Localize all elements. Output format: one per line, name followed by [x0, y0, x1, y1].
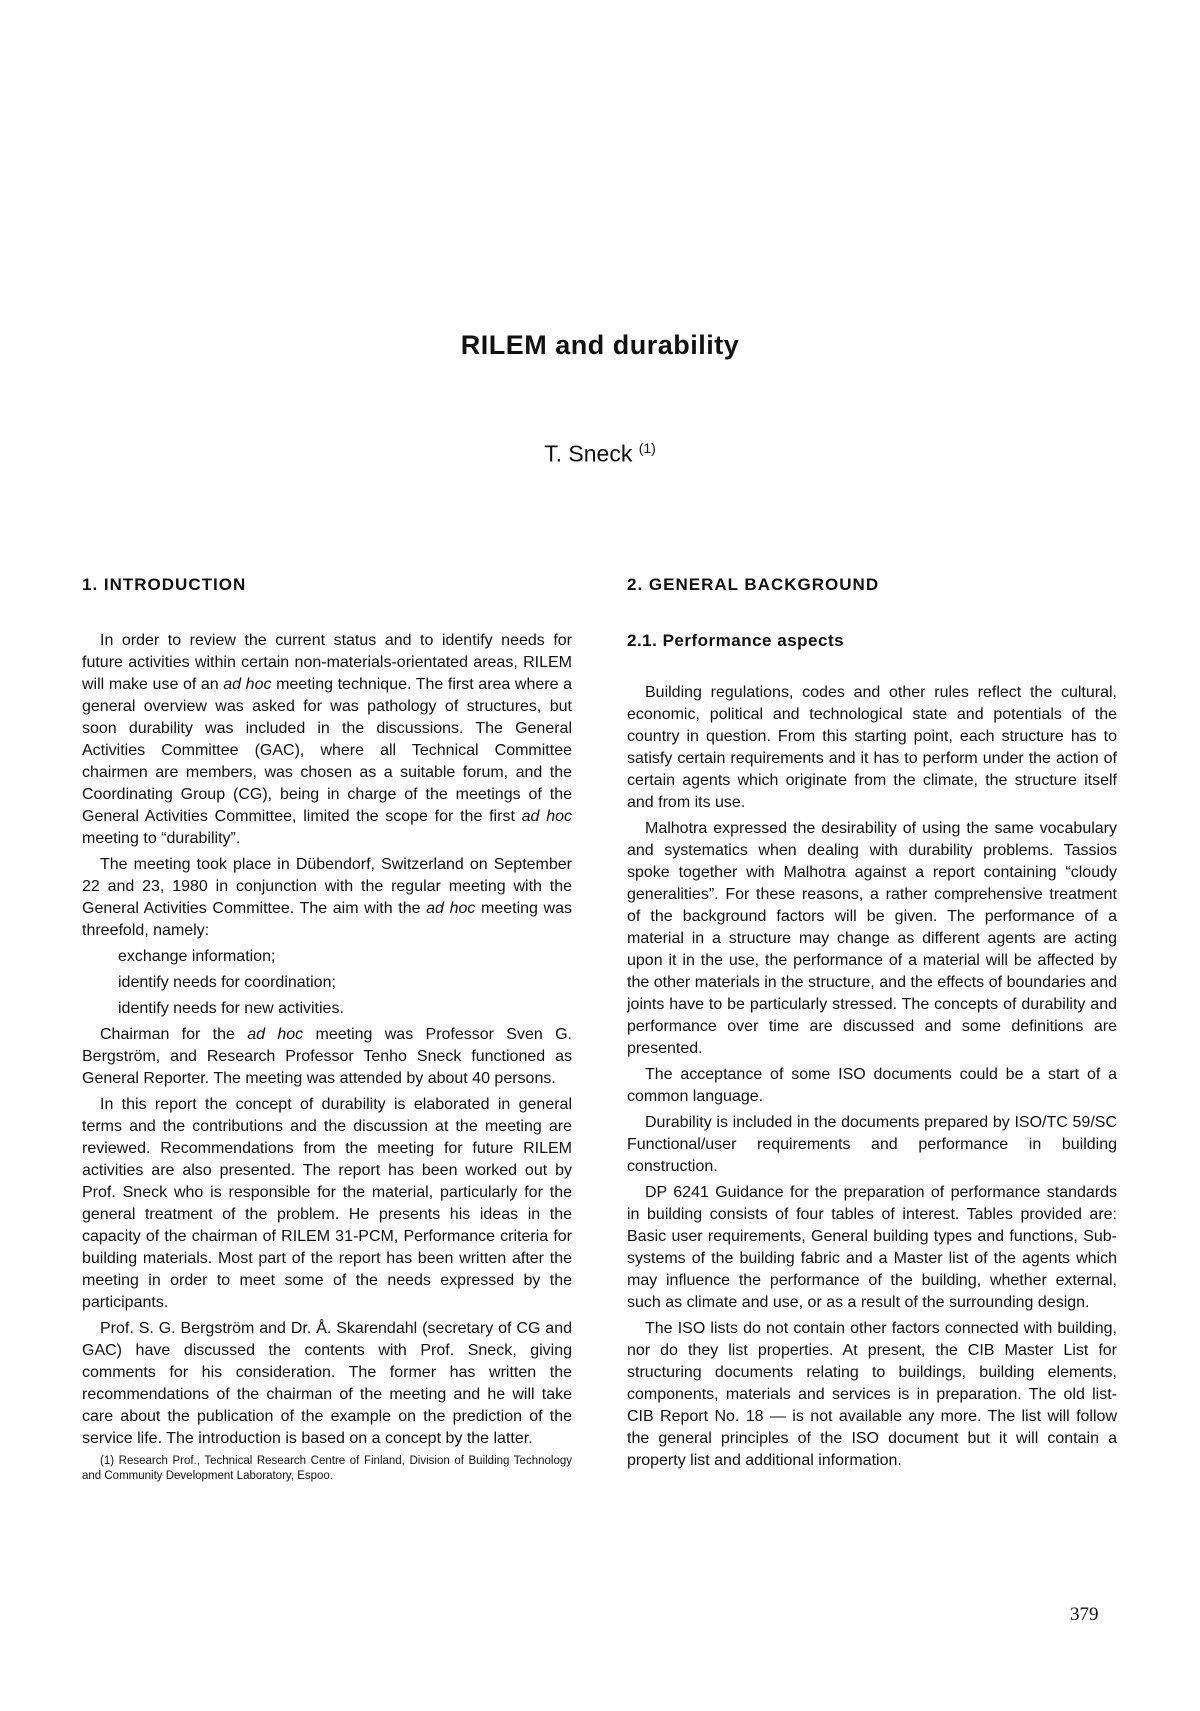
intro-paragraph-2: The meeting took place in Dübendorf, Switzerland on September 22 and 23, 1980 in conjunction with the regular meeting with the General Activities Committee. The aim with the ad hoc meeting was threefold, namely: [82, 856, 573, 939]
intro-paragraph-4: In this report the concept of durability is elaborated in general terms and the contributions and the discussion at the meeting are reviewed. Recommendations from the meeting for future RILEM activities are also presented. The report has been worked out by Prof. Sneck who is responsible for the material, particularly for the general treatment of the problem. He presents his ideas in the capacity of the chairman of RILEM 31-PCM, Performance criteria for building materials. Most part of the report has been written after the meeting in order to meet some of the needs expressed by the participants. [82, 1096, 572, 1311]
aim-list-item-1: exchange information; [118, 948, 276, 965]
aim-list-item-3: identify needs for new activities. [118, 1000, 344, 1017]
section-2-1-heading: 2.1. Performance aspects [627, 631, 845, 650]
background-paragraph-6: The ISO lists do not contain other factors connected with building, nor do they list properties. At present, the CIB Master List for structuring documents relating to buildings, building elements, components, materials and services is in preparation. The old list-CIB Report No. 18 — is not available any more. The list will follow the general principles of the ISO document but it will contain a property list and additional information. [627, 1320, 1117, 1469]
background-paragraph-4: Durability is included in the documents prepared by ISO/TC 59/SC Functional/user requirements and performance in building construction. [627, 1114, 1117, 1175]
page-number: 379 [1070, 1604, 1099, 1625]
left-column [82, 574, 572, 1488]
author-footnote-mark: (1) [638, 440, 656, 456]
intro-paragraph-1: In order to review the current status and to identify needs for future activities within certain non-materials-orientated areas, RILEM will make use of an ad hoc meeting technique. The first area where a general overview was asked for was pathology of structures, but soon durability was included in the discussions. The General Activities Committee (GAC), where all Technical Committee chairmen are members, was chosen as a suitable forum, and the Coordinating Group (CG), being in charge of the meetings of the General Activities Committee, limited the scope for the first ad hoc meeting to “durability”. [82, 632, 572, 847]
section-2-heading: 2. GENERAL BACKGROUND [627, 575, 880, 594]
author-name: T. Sneck [544, 440, 633, 467]
aim-list-item-2: identify needs for coordination; [118, 974, 336, 991]
background-paragraph-3: The acceptance of some ISO documents could be a start of a common language. [627, 1066, 1117, 1105]
background-paragraph-5: DP 6241 Guidance for the preparation of performance standards in building consists of four tables of interest. Tables provided are: Basic user requirements, General building types and functions, Sub-systems of the building fabric and a Master list of the agents which may influence the performance of the building, whether external, such as climate and use, or as a result of the surrounding design. [627, 1184, 1117, 1311]
background-paragraph-2: Malhotra expressed the desirability of using the same vocabulary and systematics when dealing with durability problems. Tassios spoke together with Malhotra against a report containing “cloudy generalities”. For these reasons, a rather comprehensive treatment of the background factors will be given. The performance of a material in a structure may change as different agents are acting upon it in the use, the performance of a material will be affected by the other materials in the structure, and the effects of boundaries and joints have to be particularly stressed. The concepts of durability and performance over time are discussed and some definitions are presented. [627, 820, 1117, 1057]
author-footnote: (1) Research Prof., Technical Research Centre of Finland, Division of Building Technology and Community Development Laboratory, Espoo. [82, 1455, 572, 1482]
right-column [627, 574, 1117, 1476]
intro-paragraph-5: Prof. S. G. Bergström and Dr. Å. Skarendahl (secretary of CG and GAC) have discussed the contents with Prof. Sneck, giving comments for his consideration. The former has written the recommendations of the chairman of the meeting and he will take care about the publication of the example on the prediction of the service life. The introduction is based on a concept by the latter. [82, 1320, 572, 1447]
intro-paragraph-3: Chairman for the ad hoc meeting was Professor Sven G. Bergström, and Research Professor Tenho Sneck functioned as General Reporter. The meeting was attended by about 40 persons. [82, 1026, 572, 1087]
paper-title: RILEM and durability [460, 330, 740, 360]
author-line [0, 440, 1200, 468]
section-1-heading: 1. INTRODUCTION [82, 575, 247, 594]
background-paragraph-1: Building regulations, codes and other rules reflect the cultural, economic, political and technological state and potentials of the country in question. From this starting point, each structure has to satisfy certain requirements and it has to perform under the action of certain agents which originate from the climate, the structure itself and from its use. [627, 684, 1117, 811]
